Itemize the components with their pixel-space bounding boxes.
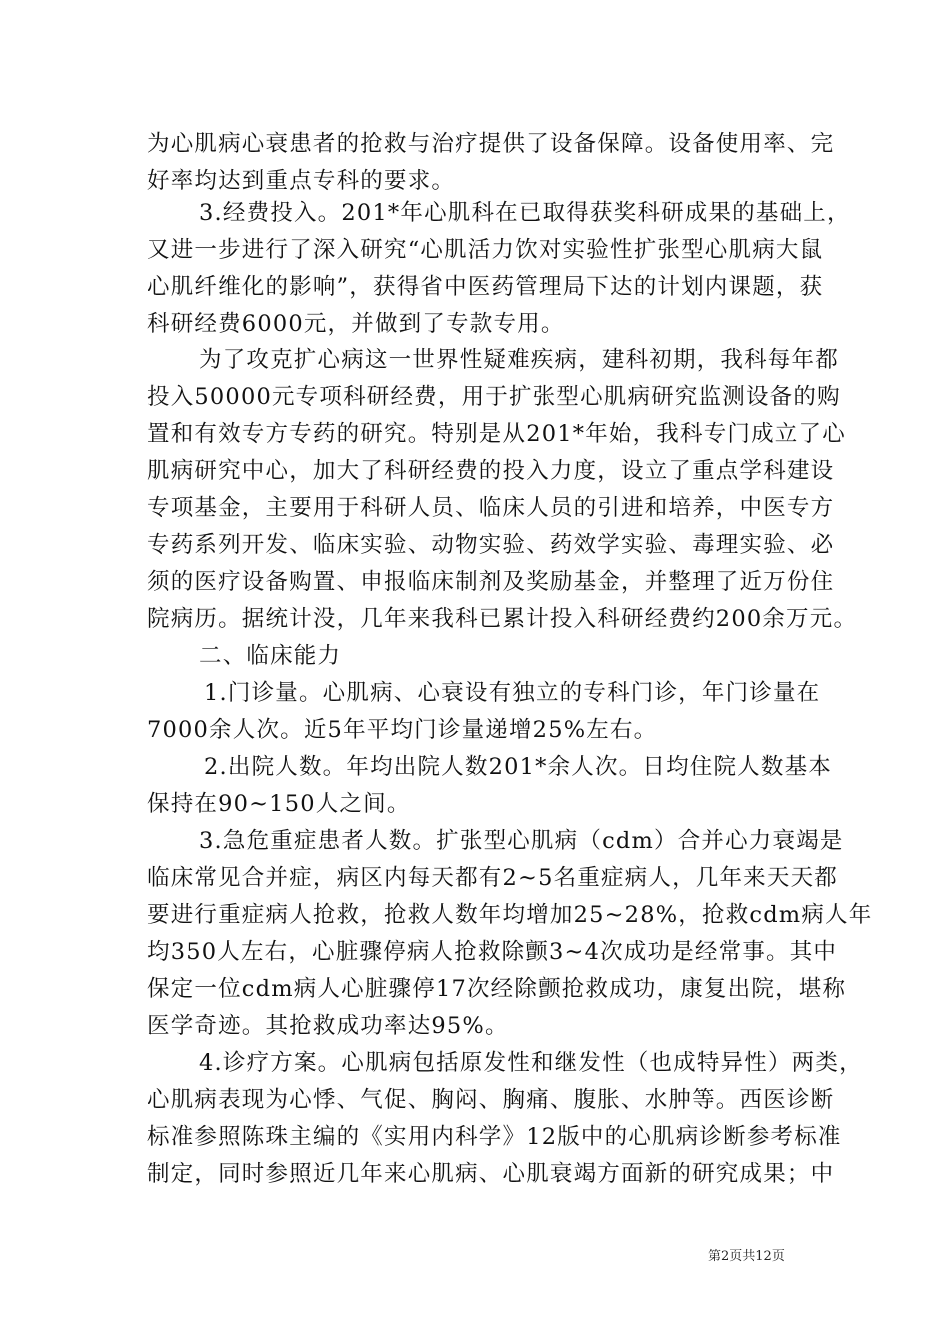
paragraph-diagnosis bbox=[147, 1045, 863, 1193]
page-number-footer: 第2页共12页 bbox=[708, 1249, 785, 1264]
text-line: 须的医疗设备购置、申报临床制剂及奖励基金，并整理了近万份住 bbox=[147, 569, 835, 595]
text-line: 制定，同时参照近几年来心肌病、心肌衰竭方面新的研究成果；中 bbox=[147, 1161, 835, 1187]
text-line: 保定一位cdm病人心脏骤停17次经除颤抢救成功，康复出院，堪称 bbox=[147, 976, 847, 1002]
text-line: 院病历。据统计没，几年来我科已累计投入科研经费约200余万元。 bbox=[147, 606, 858, 632]
text-line: 为了攻克扩心病这一世界性疑难疾病，建科初期，我科每年都 bbox=[199, 347, 839, 373]
text-line: 又进一步进行了深入研究“心肌活力饮对实验性扩张型心肌病大鼠 bbox=[147, 237, 824, 263]
text-line: 3.急危重症患者人数。扩张型心肌病（cdm）合并心力衰竭是 bbox=[199, 828, 844, 854]
text-line: 医学奇迹。其抢救成功率达95%。 bbox=[147, 1013, 509, 1039]
text-line: 好率均达到重点专科的要求。 bbox=[147, 168, 456, 194]
section-heading-clinical bbox=[147, 638, 807, 675]
text-line: 投入50000元专项科研经费，用于扩张型心肌病研究监测设备的购 bbox=[147, 384, 841, 410]
text-line: 要进行重症病人抢救，抢救人数年均增加25~28%，抢救cdm病人年 bbox=[147, 902, 873, 928]
text-line: 为心肌病心衰患者的抢救与治疗提供了设备保障。设备使用率、完 bbox=[147, 131, 835, 157]
paragraph-research-investment bbox=[147, 342, 858, 638]
text-line: 心肌病表现为心悸、气促、胸闷、胸痛、腹胀、水肿等。西医诊断 bbox=[147, 1087, 835, 1113]
text-line: 标准参照陈珠主编的《实用内科学》12版中的心肌病诊断参考标准 bbox=[147, 1124, 842, 1150]
paragraph-critical-patients bbox=[147, 823, 873, 1045]
text-line: 3.经费投入。201*年心肌科在已取得获奖科研成果的基础上， bbox=[199, 200, 851, 226]
paragraph-equipment-end bbox=[147, 126, 835, 200]
paragraph-outpatient bbox=[147, 675, 821, 749]
text-line: 心肌纤维化的影响”，获得省中医药管理局下达的计划内课题，获 bbox=[147, 274, 824, 300]
text-line: 肌病研究中心，加大了科研经费的投入力度，设立了重点学科建设 bbox=[147, 458, 835, 484]
text-line: 专项基金，主要用于科研人员、临床人员的引进和培养，中医专方 bbox=[147, 495, 835, 521]
text-line: 4.诊疗方案。心肌病包括原发性和继发性（也成特异性）两类， bbox=[199, 1050, 863, 1076]
text-line: 临床常见合并症，病区内每天都有2~5名重症病人，几年来天天都 bbox=[147, 865, 838, 891]
text-line: 置和有效专方专药的研究。特别是从201*年始，我科专门成立了心 bbox=[147, 421, 846, 447]
text-line: 专药系列开发、临床实验、动物实验、药效学实验、毒理实验、必 bbox=[147, 532, 835, 558]
text-line: 二、临床能力 bbox=[199, 643, 342, 669]
text-line: 保持在90~150人之间。 bbox=[147, 791, 411, 817]
text-line: 1.门诊量。心肌病、心衰设有独立的专科门诊，年门诊量在 bbox=[204, 680, 821, 706]
text-line: 科研经费6000元，并做到了专款专用。 bbox=[147, 311, 565, 337]
text-line: 2.出院人数。年均出院人数201*余人次。日均住院人数基本 bbox=[204, 754, 832, 780]
text-line: 均350人左右，心脏骤停病人抢救除颤3~4次成功是经常事。其中 bbox=[147, 939, 838, 965]
text-line: 7000余人次。近5年平均门诊量递增25%左右。 bbox=[147, 717, 658, 743]
paragraph-funding bbox=[147, 195, 851, 343]
paragraph-discharge bbox=[147, 749, 832, 823]
